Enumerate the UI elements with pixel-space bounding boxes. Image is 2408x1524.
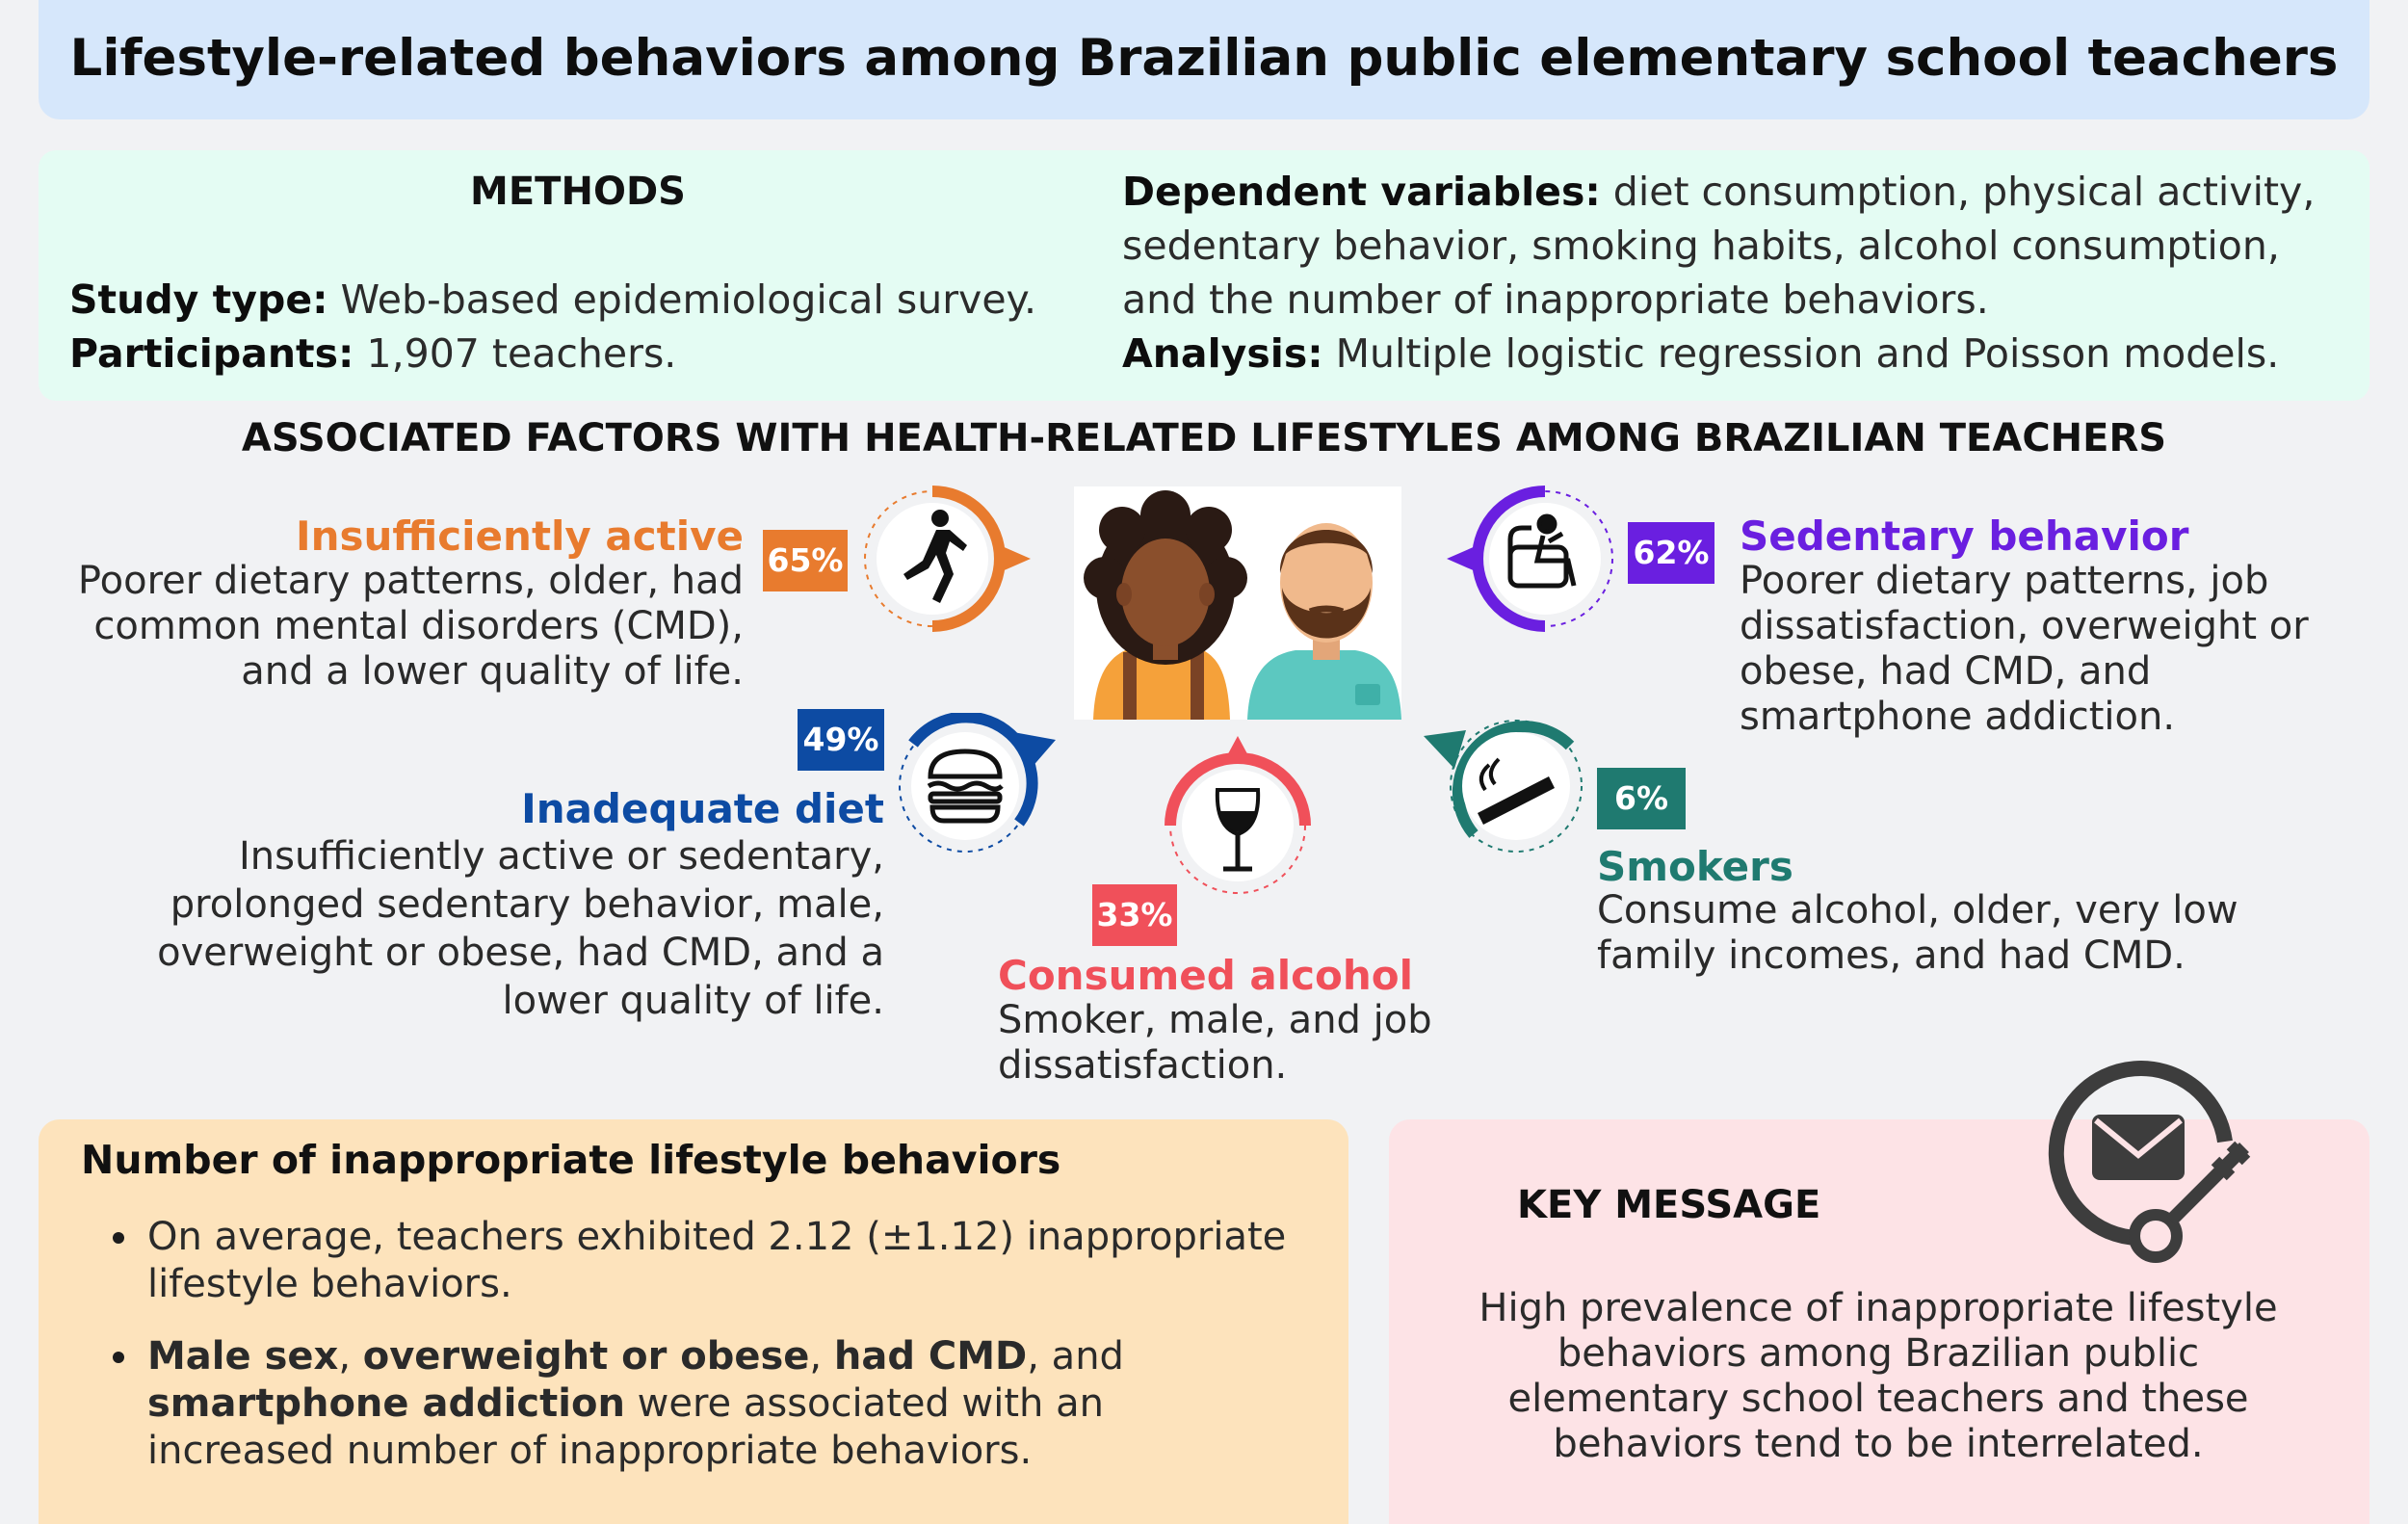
had-cmd-text: had CMD: [833, 1334, 1028, 1379]
smokers-description: Consume alcohol, older, very low family incomes, and had CMD.: [1597, 888, 2238, 978]
smokers-title: Smokers: [1597, 843, 1793, 890]
smokers-percent: 6%: [1597, 768, 1686, 829]
sedentary-title: Sedentary behavior: [1740, 512, 2189, 560]
alcohol-title: Consumed alcohol: [998, 952, 1414, 999]
dependent-variables: [1122, 165, 2345, 327]
separator: ,: [809, 1334, 834, 1379]
study-type-label: Study type:: [69, 276, 328, 323]
participants: [69, 327, 1129, 381]
sedentary-percent: 62%: [1628, 522, 1714, 584]
page-title: Lifestyle-related behaviors among Brazilian public elementary school teachers: [69, 29, 2339, 88]
envelope-key-icon: [2042, 1055, 2264, 1276]
separator: , and: [1027, 1334, 1124, 1379]
associated-factors-heading: ASSOCIATED FACTORS WITH HEALTH-RELATED LIFESTYLES AMONG BRAZILIAN TEACHERS: [241, 416, 2167, 460]
participants-label: Participants:: [69, 330, 354, 377]
participants-value: 1,907 teachers.: [366, 330, 677, 377]
dependent-value: diet consumption, physical activity, sedentary behavior, smoking habits, alcohol consumption, and the number of inappropriate behaviors.: [1122, 169, 2316, 323]
key-message-text: High prevalence of inappropriate lifestyle behaviors among Brazilian public elementary school teachers and these behaviors tend to be interrelated.: [1479, 1286, 2278, 1466]
alcohol-description: Smoker, male, and job dissatisfaction.: [998, 998, 1432, 1088]
alcohol-percent: 33%: [1092, 884, 1177, 946]
smokers-badge: [1416, 709, 1589, 863]
behaviors-heading: Number of inappropriate lifestyle behaviors: [81, 1137, 1061, 1183]
key-message-heading: KEY MESSAGE: [1517, 1183, 1821, 1227]
insufficiently-active-description: Poorer dietary patterns, older, had common mental disorders (CMD), and a lower quality of life.: [77, 559, 744, 694]
inadequate-diet-badge: [894, 713, 1067, 857]
smartphone-addiction-text: smartphone addiction: [147, 1381, 625, 1426]
behaviors-bullet-rest: were associated with an increased number of inappropriate behaviors.: [147, 1381, 1104, 1473]
analysis-label: Analysis:: [1122, 330, 1323, 377]
insufficiently-active-title: Insufficiently active: [296, 512, 744, 560]
methods-heading: METHODS: [470, 170, 686, 214]
alcohol-badge: [1156, 734, 1320, 898]
bullet-dot: [113, 1352, 124, 1363]
inadequate-diet-description: Insufficiently active or sedentary, prolonged sedentary behavior, male, overweight or obese, had CMD, and a lower quality of life.: [157, 834, 884, 1023]
behaviors-bullet-average: On average, teachers exhibited 2.12 (±1.12) inappropriate lifestyle behaviors.: [147, 1215, 1287, 1306]
teachers-icon: [1074, 486, 1401, 720]
sedentary-badge: [1441, 482, 1624, 636]
analysis-value: Multiple logistic regression and Poisson models.: [1335, 330, 2280, 377]
study-type-value: Web-based epidemiological survey.: [340, 276, 1036, 323]
insufficiently-active-percent: 65%: [763, 530, 848, 591]
male-sex-text: Male sex: [147, 1334, 339, 1379]
dependent-label: Dependent variables:: [1122, 169, 1601, 215]
study-type: [69, 273, 1129, 327]
separator: ,: [338, 1334, 363, 1379]
bullet-dot: [113, 1232, 124, 1244]
sedentary-description: Poorer dietary patterns, job dissatisfaction, overweight or obese, had CMD, and smartphone addiction.: [1740, 559, 2309, 739]
overweight-text: overweight or obese: [362, 1334, 810, 1379]
analysis: [1122, 327, 2365, 381]
teachers-illustration: [1074, 486, 1401, 720]
insufficiently-active-badge: [855, 482, 1038, 636]
inadequate-diet-title: Inadequate diet: [521, 785, 884, 832]
inadequate-diet-percent: 49%: [798, 709, 884, 771]
behaviors-bullet-factors: [147, 1333, 1159, 1475]
